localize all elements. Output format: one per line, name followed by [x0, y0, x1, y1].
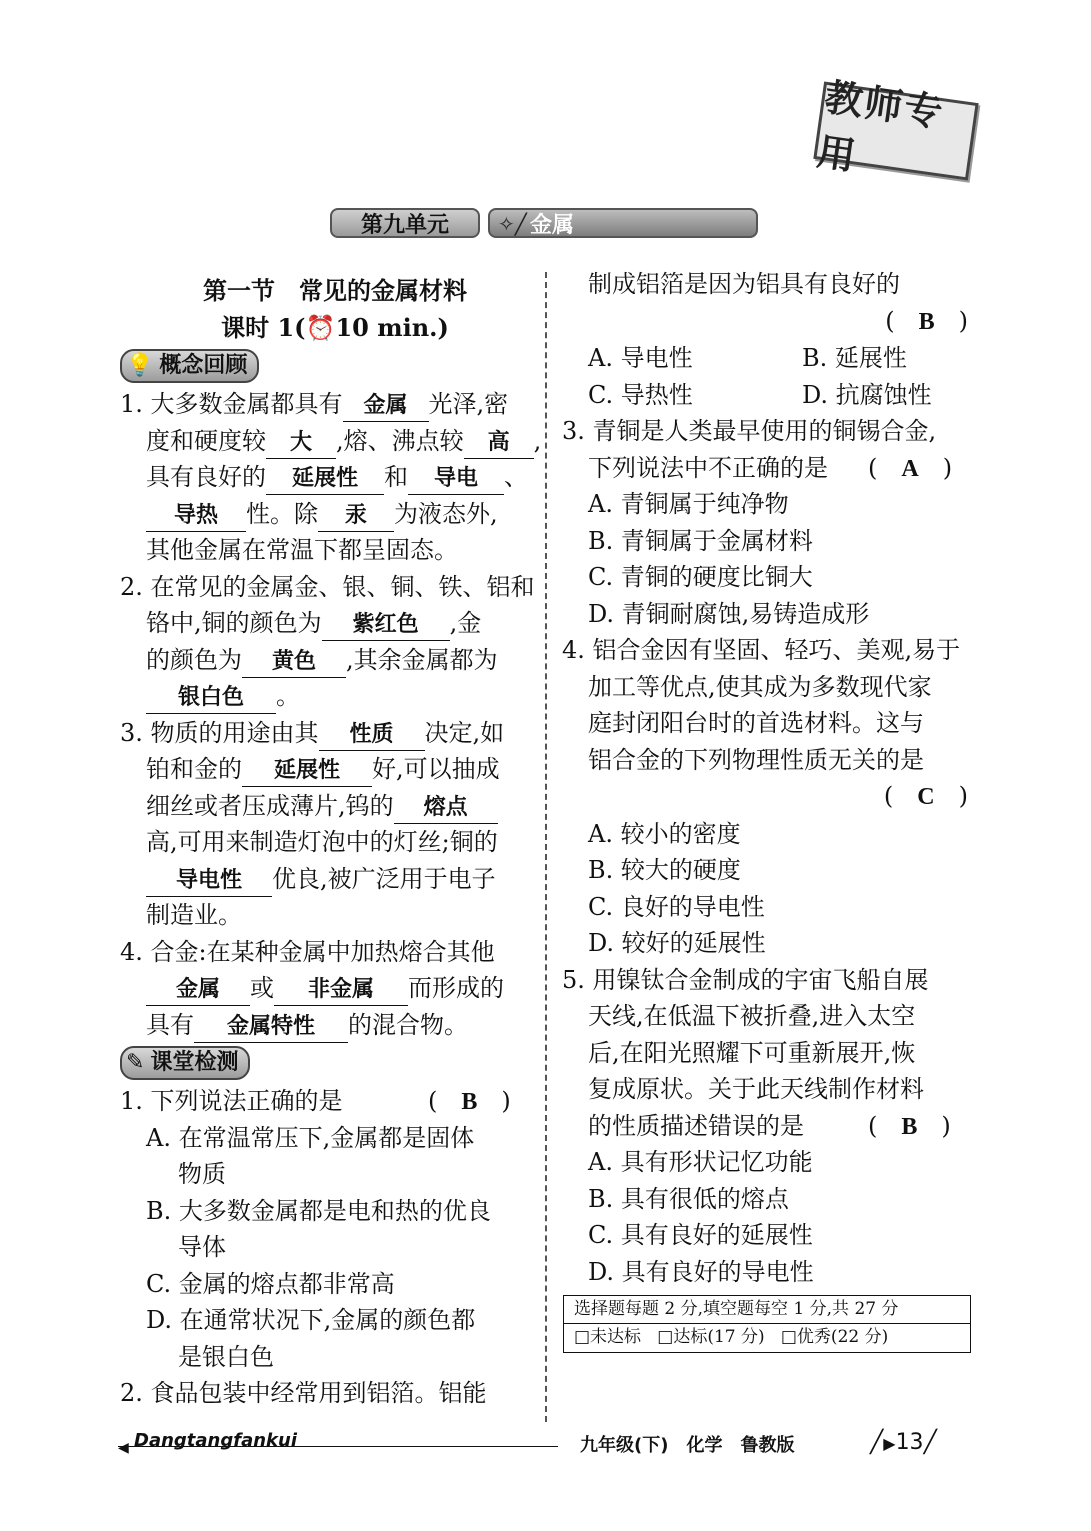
test-q2-stem-start: 2. 食品包装中经常用到铝箔。铝能	[120, 1379, 487, 1407]
teacher-use-stamp: 教师专用	[813, 82, 978, 181]
right-column	[562, 266, 972, 1290]
unit-number: 第九单元	[330, 208, 480, 238]
page-number-box: ╱▶13╱	[870, 1430, 937, 1455]
footer	[118, 1428, 978, 1468]
answer-blank: 银白色	[146, 683, 276, 714]
concept-q4: 4. 合金:在某种金属中加热熔合其他 金属 或 非金属 而形成的 具有 金属特性 的混合物。	[120, 934, 540, 1044]
concept-review-heading: 💡 概念回顾	[120, 346, 540, 386]
section-title: 第一节 常见的金属材料	[203, 276, 467, 305]
lightbulb-icon: 💡	[126, 352, 154, 378]
column-divider	[545, 272, 547, 1422]
unit-title: 金属	[530, 212, 575, 238]
grade-subject: 九年级(下) 化学 鲁教版	[580, 1435, 795, 1456]
test-q2: 制成铝箔是因为铝具有良好的 ( B ) A. 导电性 B. 延展性 C. 导热性 D. 抗腐蚀性	[588, 270, 968, 409]
answer-blank: 大	[266, 428, 336, 459]
checkbox-pass[interactable]: □达标(17 分)	[657, 1327, 765, 1347]
left-column	[120, 272, 540, 1412]
test-q5: 5. 用镍钛合金制成的宇宙飞船自展 天线,在低温下被折叠,进入太空 后,在阳光照耀下可重新展开,恢 复成原状。关于此天线制作材料 的性质描述错误的是 ( B ) A. 具有形状记忆功能 B. 具有很低的熔点 C. 具有良好的延展性 D. 具有良好的导电性	[562, 965, 951, 1286]
concept-q1: 1. 大多数金属都具有 金属 光泽,密 度和硬度较 大 ,熔、沸点较 高 , 具有良好的 延展性 和 导电 、 导热 性。除 汞 为液态外, 其他金属在常温下都呈固态。	[120, 390, 542, 564]
answer-blank: 高	[464, 428, 534, 459]
answer-blank: 熔点	[394, 793, 498, 824]
answer-choice: B	[461, 1089, 478, 1115]
answer-blank: 导热	[146, 501, 246, 532]
unit-title-box	[488, 208, 758, 238]
score-box	[563, 1295, 971, 1353]
clock-icon: ⏰	[305, 314, 336, 342]
answer-blank: 延展性	[242, 756, 372, 787]
checkbox-excellent[interactable]: □优秀(22 分)	[780, 1327, 889, 1347]
answer-blank: 紫红色	[322, 610, 450, 641]
answer-choice: A	[901, 455, 919, 482]
slash-decoration-icon: ╱	[870, 1430, 884, 1455]
concept-q2: 2. 在常见的金属金、银、铜、铁、铝和 铬中,铜的颜色为 紫红色 ,金 的颜色为 黄色 ,其余金属都为 银白色 。	[120, 569, 540, 715]
unit-header	[330, 208, 758, 238]
answer-choice: C	[917, 784, 935, 810]
test-q1: 1. 下列说法正确的是 ( B ) A. 在常温常压下,金属都是固体 物质 B. 大多数金属都是电和热的优良 导体 C. 金属的熔点都非常高 D. 在通常状况下,金属的颜色都 是银白色	[120, 1087, 511, 1371]
test-q4: 4. 铝合金因有坚固、轻巧、美观,易于 加工等优点,使其成为多数现代家 庭封闭阳台时的首选材料。这与 铝合金的下列物理性质无关的是 ( C ) A. 较小的密度 B. 较大的硬度 C. 良好的导电性 D. 较好的延展性	[562, 636, 968, 957]
answer-blank: 黄色	[242, 647, 346, 678]
left-arrow-icon: ◀	[118, 1440, 129, 1456]
checkbox-not-pass[interactable]: □未达标	[574, 1327, 642, 1347]
answer-blank: 导电	[408, 464, 504, 495]
answer-blank: 延展性	[266, 464, 384, 495]
test-q3: 3. 青铜是人类最早使用的铜锡合金, 下列说法中不正确的是 ( A ) A. 青铜属于纯净物 B. 青铜属于金属材料 C. 青铜的硬度比铜大 D. 青铜耐腐蚀,易铸造成形	[562, 417, 953, 628]
answer-blank: 性质	[319, 720, 425, 751]
page-number: 13	[895, 1430, 924, 1455]
page-arrow-icon: ▶	[883, 1434, 896, 1453]
answer-blank: 金属特性	[194, 1012, 348, 1043]
answer-blank: 汞	[318, 501, 394, 532]
answer-blank: 导电性	[146, 866, 272, 897]
concept-q3: 3. 物质的用途由其 性质 决定,如 铂和金的 延展性 好,可以抽成 细丝或者压成薄片,钨的 熔点 高,可用来制造灯泡中的灯丝;铜的 导电性 优良,被广泛用于电子 制造业。	[120, 718, 505, 929]
score-rule: 选择题每题 2 分,填空题每空 1 分,共 27 分	[574, 1299, 899, 1319]
brand-logo: Dangtangfankui	[134, 1430, 297, 1451]
pencil-icon: ✎	[126, 1049, 145, 1075]
score-options	[564, 1323, 970, 1351]
magic-wand-icon: ✧╱	[498, 212, 527, 236]
answer-blank: 金属	[343, 391, 429, 422]
lesson-line: 课时 1(⏰10 min.)	[221, 313, 449, 342]
answer-choice: B	[901, 1113, 918, 1140]
answer-choice: B	[918, 308, 935, 335]
class-test-heading: ✎ 课堂检测	[120, 1043, 540, 1083]
answer-blank: 非金属	[274, 975, 408, 1006]
answer-blank: 金属	[146, 975, 250, 1006]
